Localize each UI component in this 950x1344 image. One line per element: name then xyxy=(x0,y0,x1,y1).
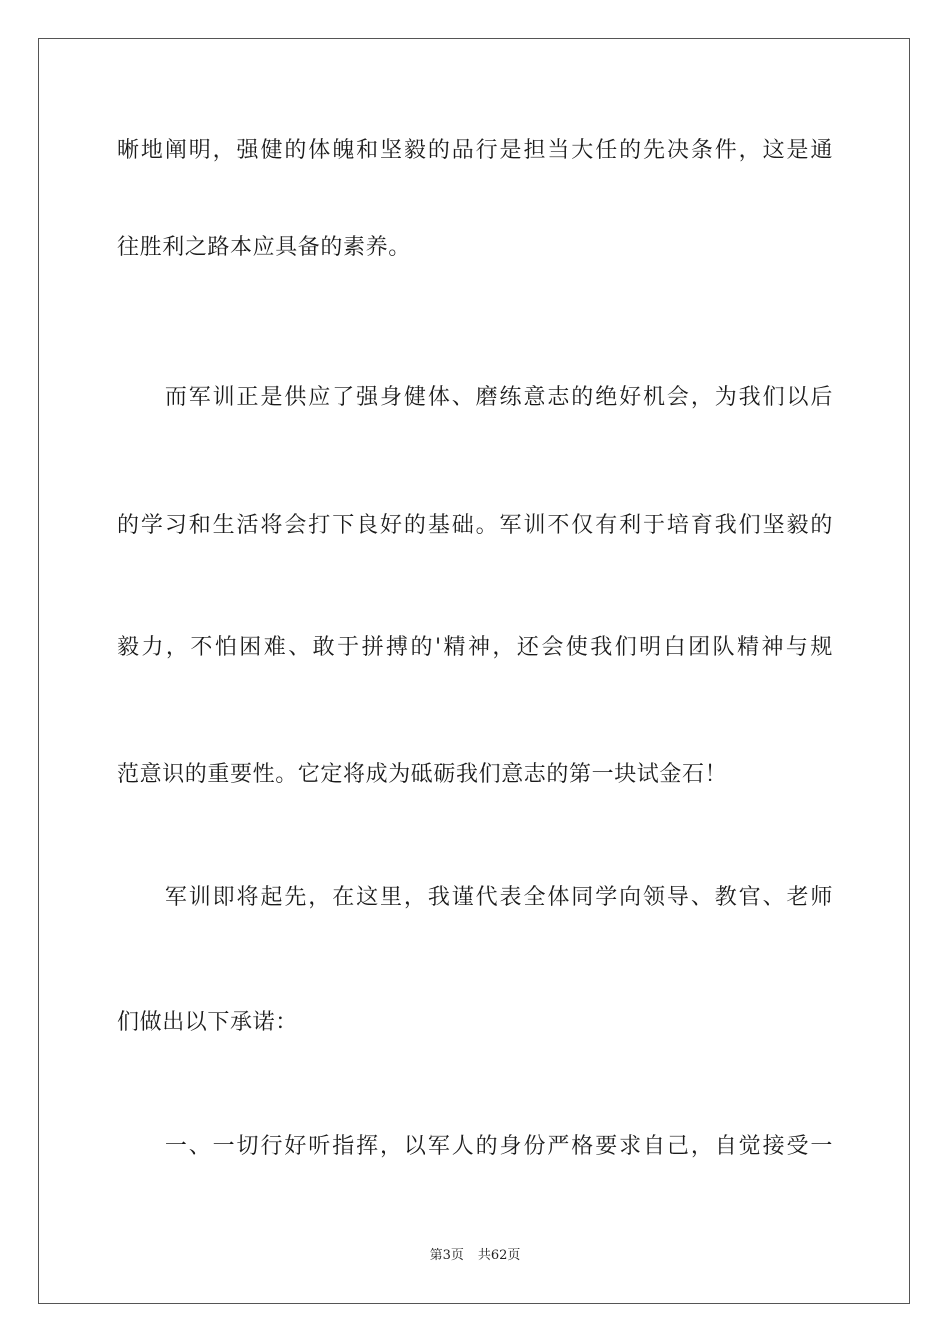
text-line-4: 的学习和生活将会打下良好的基础。军训不仅有利于培育我们坚毅的 xyxy=(117,513,833,538)
text-line-1: 晰地阐明，强健的体魄和坚毅的品行是担当大任的先决条件，这是通 xyxy=(117,138,833,163)
page-total: 共62页 xyxy=(477,1248,521,1263)
text-line-2: 往胜利之路本应具备的素养。 xyxy=(117,235,411,260)
text-line-3: 而军训正是供应了强身健体、磨练意志的绝好机会，为我们以后 xyxy=(117,385,833,410)
text-line-7: 军训即将起先，在这里，我谨代表全体同学向领导、教官、老师 xyxy=(117,885,833,910)
text-line-6: 范意识的重要性。它定将成为砥砺我们意志的第一块试金石！ xyxy=(117,762,728,787)
text-line-8: 们做出以下承诺： xyxy=(117,1010,298,1035)
page-footer xyxy=(0,1247,950,1265)
text-line-9: 一、一切行好听指挥，以军人的身份严格要求自己，自觉接受一 xyxy=(117,1134,833,1159)
text-line-5: 毅力，不怕困难、敢于拼搏的'精神，还会使我们明白团队精神与规 xyxy=(117,635,833,660)
page-number: 第3页 xyxy=(429,1248,464,1263)
page-border xyxy=(38,38,910,1304)
